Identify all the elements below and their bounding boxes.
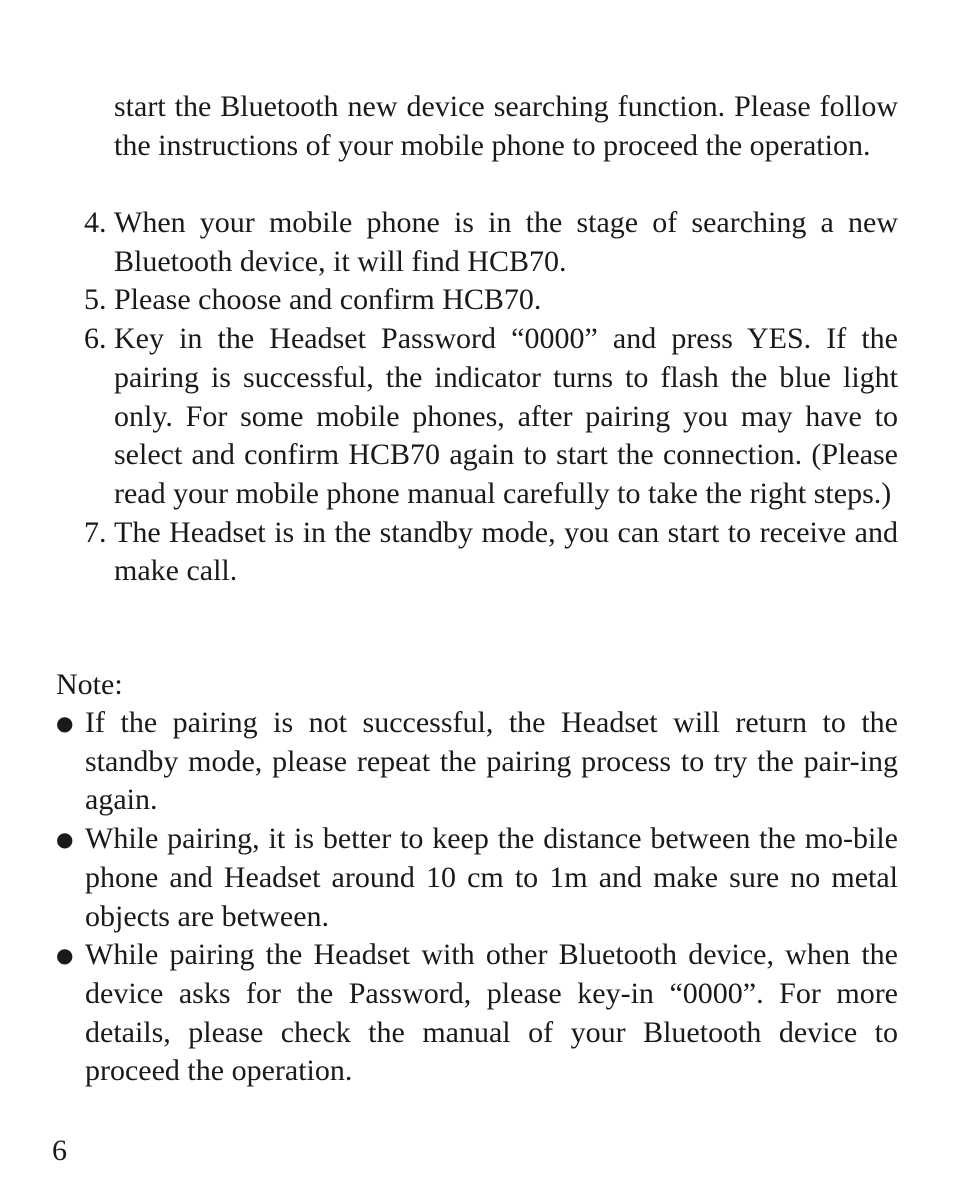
step-text: Please choose and confirm HCB70.: [114, 283, 542, 317]
pairing-steps-list: [84, 204, 898, 591]
step-6: [84, 320, 898, 514]
bullet-icon: ●: [56, 943, 74, 968]
step-text: The Headset is in the standby mode, you can start to receive and make call.: [114, 515, 898, 588]
step-3-continuation: start the Bluetooth new device searching function. Please follow the instructions of your mobile phone to proceed the operation.: [114, 90, 898, 162]
step-4: [84, 204, 898, 281]
note-text: While pairing, it is better to keep the distance between the mo-bile phone and Headset around 10 cm to 1m and make sure no metal objects are between.: [85, 822, 898, 933]
step-7: [84, 514, 898, 591]
step-text: Key in the Headset Password “0000” and press YES. If the pairing is successful, the indicator turns to flash the blue light only. For some mobile phones, after pairing you may have to select and confirm HCB70 again to start the connection. (Please read your mobile phone manual carefully to take the right steps.): [114, 322, 898, 510]
step-5: [84, 281, 898, 320]
note-item: [56, 936, 898, 1091]
bullet-icon: ●: [56, 711, 74, 735]
step-number: 6.: [84, 322, 107, 356]
note-text: While pairing the Headset with other Bluetooth device, when the device asks for the Password, please key-in “0000”. For more details, please check the manual of your Bluetooth device to proceed the operation.: [85, 938, 898, 1088]
step-number: 7.: [84, 515, 107, 549]
note-text: If the pairing is not successful, the Headset will return to the standby mode, please repeat the pairing process to try the pair-ing again.: [85, 706, 898, 817]
page-number: 6: [52, 1134, 67, 1167]
note-item: [56, 704, 898, 820]
step-number: 4.: [84, 206, 107, 239]
step-text: When your mobile phone is in the stage of searching a new Bluetooth device, it will find HCB70.: [114, 206, 898, 278]
step-number: 5.: [84, 283, 107, 317]
bullet-icon: ●: [56, 827, 74, 852]
note-list: [56, 704, 898, 1091]
note-heading: Note:: [56, 668, 123, 701]
note-item: [56, 820, 898, 936]
